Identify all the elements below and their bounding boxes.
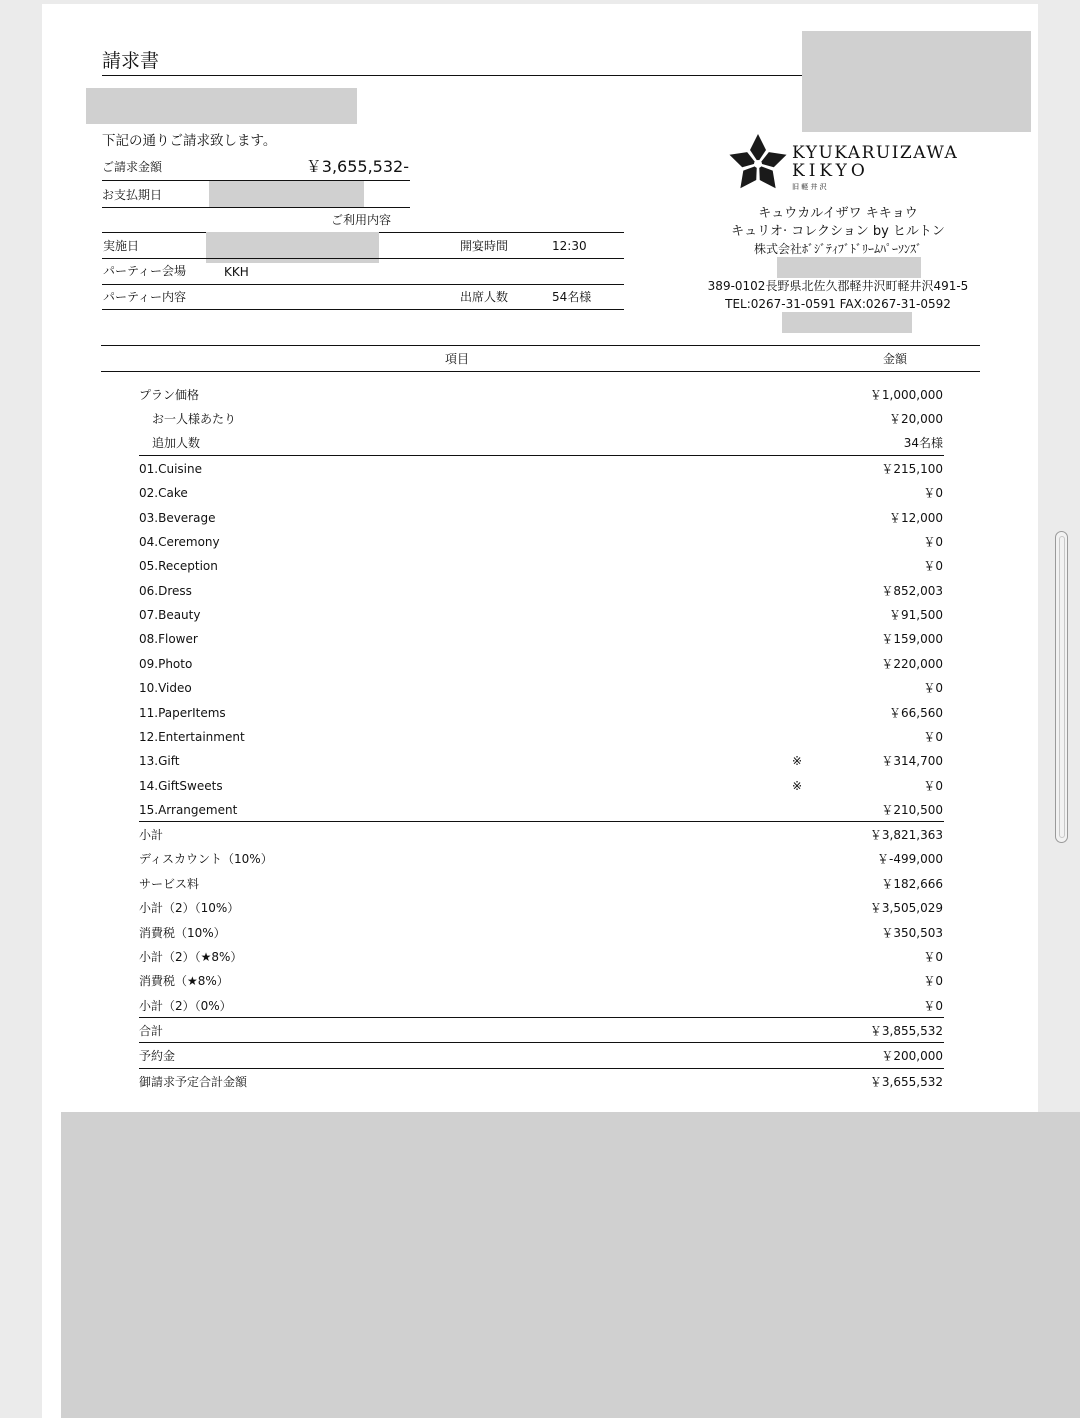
summary-row-value: ￥0 [923, 974, 943, 989]
scrollbar[interactable] [1055, 531, 1068, 843]
divider [102, 309, 624, 310]
item-row-value: ￥12,000 [889, 510, 943, 525]
logo-text-kikyo: KIKYO [792, 161, 869, 181]
item-row-label: 04.Ceremony [139, 535, 220, 550]
event-date-label: 実施日 [103, 239, 140, 253]
usage-title: ご利用内容 [331, 213, 392, 227]
item-row-label: 11.PaperItems [139, 705, 226, 720]
item-row-value: ￥314,700 [881, 754, 943, 769]
summary-row-value: ￥3,821,363 [869, 828, 943, 842]
column-header-amount: 金額 [883, 352, 908, 366]
item-row-label: 05.Reception [139, 559, 218, 574]
party-content-label: パーティー内容 [103, 290, 187, 304]
item-row-value: ￥215,100 [881, 462, 943, 476]
item-row-value: ￥220,000 [881, 656, 943, 671]
deposit-row-value: ￥200,000 [881, 1049, 943, 1063]
item-row-label: 10.Video [139, 681, 192, 696]
plan-row-value: ￥1,000,000 [869, 388, 943, 402]
table-top-border [101, 345, 980, 346]
item-row-label: 06.Dress [139, 583, 192, 598]
redacted-block [782, 312, 912, 333]
row-divider [139, 1042, 944, 1043]
row-divider [139, 1017, 944, 1018]
item-row-mark: ※ [792, 754, 803, 769]
item-row-value: ￥0 [923, 729, 943, 744]
title-underline [102, 75, 802, 76]
item-row-label: 03.Beverage [139, 510, 216, 525]
summary-row-label: 小計（2）（★8%） [139, 950, 243, 964]
item-row-value: ￥0 [923, 486, 943, 501]
summary-row-value: ￥0 [923, 950, 943, 964]
redacted-block [209, 181, 364, 207]
item-row-label: 12.Entertainment [139, 729, 245, 744]
document-title: 請求書 [102, 50, 160, 72]
divider [102, 207, 410, 208]
item-row-value: ￥0 [923, 778, 943, 793]
item-row-label: 09.Photo [139, 656, 193, 671]
summary-row-value: ￥350,503 [881, 925, 943, 940]
summary-row-value: ￥182,666 [881, 876, 943, 891]
logo-text-kyukaruizawa: KYUKARUIZAWA [792, 143, 959, 163]
summary-row-value: ￥-499,000 [877, 852, 943, 867]
company-name-kana: キュウカルイザワ キキョウ [758, 206, 918, 221]
grand-total-row-label: 御請求予定合計金額 [139, 1075, 248, 1089]
summary-row-value: ￥0 [923, 998, 943, 1013]
due-date-label: お支払期日 [102, 188, 163, 202]
divider [102, 258, 624, 259]
venue-label: パーティー会場 [103, 264, 187, 278]
plan-row-label: 追加人数 [152, 436, 201, 450]
row-divider [139, 821, 944, 822]
open-time-value: 12:30 [552, 239, 587, 253]
redacted-block [61, 1112, 1080, 1418]
summary-row-label: ディスカウント（10%） [139, 852, 273, 867]
flower-logo-icon [727, 133, 789, 195]
row-divider [139, 1068, 944, 1069]
plan-row-value: 34名様 [903, 436, 943, 450]
open-time-label: 開宴時間 [460, 239, 509, 253]
table-header-border [101, 371, 980, 372]
grand-total-row-value: ￥3,655,532 [869, 1075, 943, 1089]
item-row-label: 14.GiftSweets [139, 778, 223, 793]
deposit-row-label: 予約金 [139, 1049, 176, 1063]
scrollbar-thumb[interactable] [1059, 536, 1065, 838]
item-row-mark: ※ [792, 778, 803, 793]
venue-value: KKH [224, 265, 249, 279]
summary-row-label: 小計（2）（0%） [139, 998, 232, 1013]
company-corporation: 株式会社ﾎﾞｼﾞﾃｨﾌﾞﾄﾞﾘｰﾑﾊﾟｰｿﾝｽﾞ [753, 242, 922, 256]
amount-value: ￥3,655,532- [305, 157, 409, 176]
company-tel-fax: TEL:0267-31-0591 FAX:0267-31-0592 [725, 297, 951, 311]
item-row-label: 07.Beauty [139, 608, 201, 623]
item-row-value: ￥210,500 [881, 802, 943, 817]
summary-row-label: 小計（2）（10%） [139, 901, 240, 916]
attendees-label: 出席人数 [460, 290, 509, 304]
item-row-label: 08.Flower [139, 632, 198, 647]
redacted-block [86, 88, 357, 124]
item-row-value: ￥0 [923, 535, 943, 550]
item-row-label: 15.Arrangement [139, 802, 238, 817]
summary-row-label: 消費税（10%） [139, 925, 226, 940]
item-row-value: ￥66,560 [889, 705, 943, 720]
plan-row-value: ￥20,000 [889, 412, 943, 426]
plan-row-label: お一人様あたり [152, 412, 237, 426]
total-row-value: ￥3,855,532 [869, 1024, 943, 1038]
item-row-value: ￥0 [923, 681, 943, 696]
summary-row-label: サービス料 [139, 876, 200, 891]
company-brand: キュリオ· コレクション by ヒルトン [731, 224, 945, 239]
item-row-label: 13.Gift [139, 754, 180, 769]
summary-row-label: 消費税（★8%） [139, 974, 229, 989]
item-row-value: ￥91,500 [889, 608, 943, 623]
item-row-label: 02.Cake [139, 486, 188, 501]
row-divider [139, 455, 944, 456]
item-row-label: 01.Cuisine [139, 462, 202, 476]
divider [102, 284, 624, 285]
attendees-value: 54名様 [552, 290, 592, 304]
redacted-block [777, 257, 921, 278]
item-row-value: ￥0 [923, 559, 943, 574]
item-row-value: ￥852,003 [881, 583, 943, 598]
column-header-item: 項目 [445, 352, 470, 366]
plan-row-label: プラン価格 [139, 388, 200, 402]
summary-row-value: ￥3,505,029 [869, 901, 943, 916]
amount-label: ご請求金額 [102, 160, 163, 174]
total-row-label: 合計 [139, 1024, 164, 1038]
intro-text: 下記の通りご請求致します。 [102, 133, 277, 149]
item-row-value: ￥159,000 [881, 632, 943, 647]
logo-text-kyukaruizawa-kanji: 旧 軽 井 沢 [792, 183, 827, 191]
summary-row-label: 小計 [139, 828, 164, 842]
company-address: 389-0102長野県北佐久郡軽井沢町軽井沢491-5 [707, 279, 969, 293]
redacted-block [802, 31, 1031, 132]
